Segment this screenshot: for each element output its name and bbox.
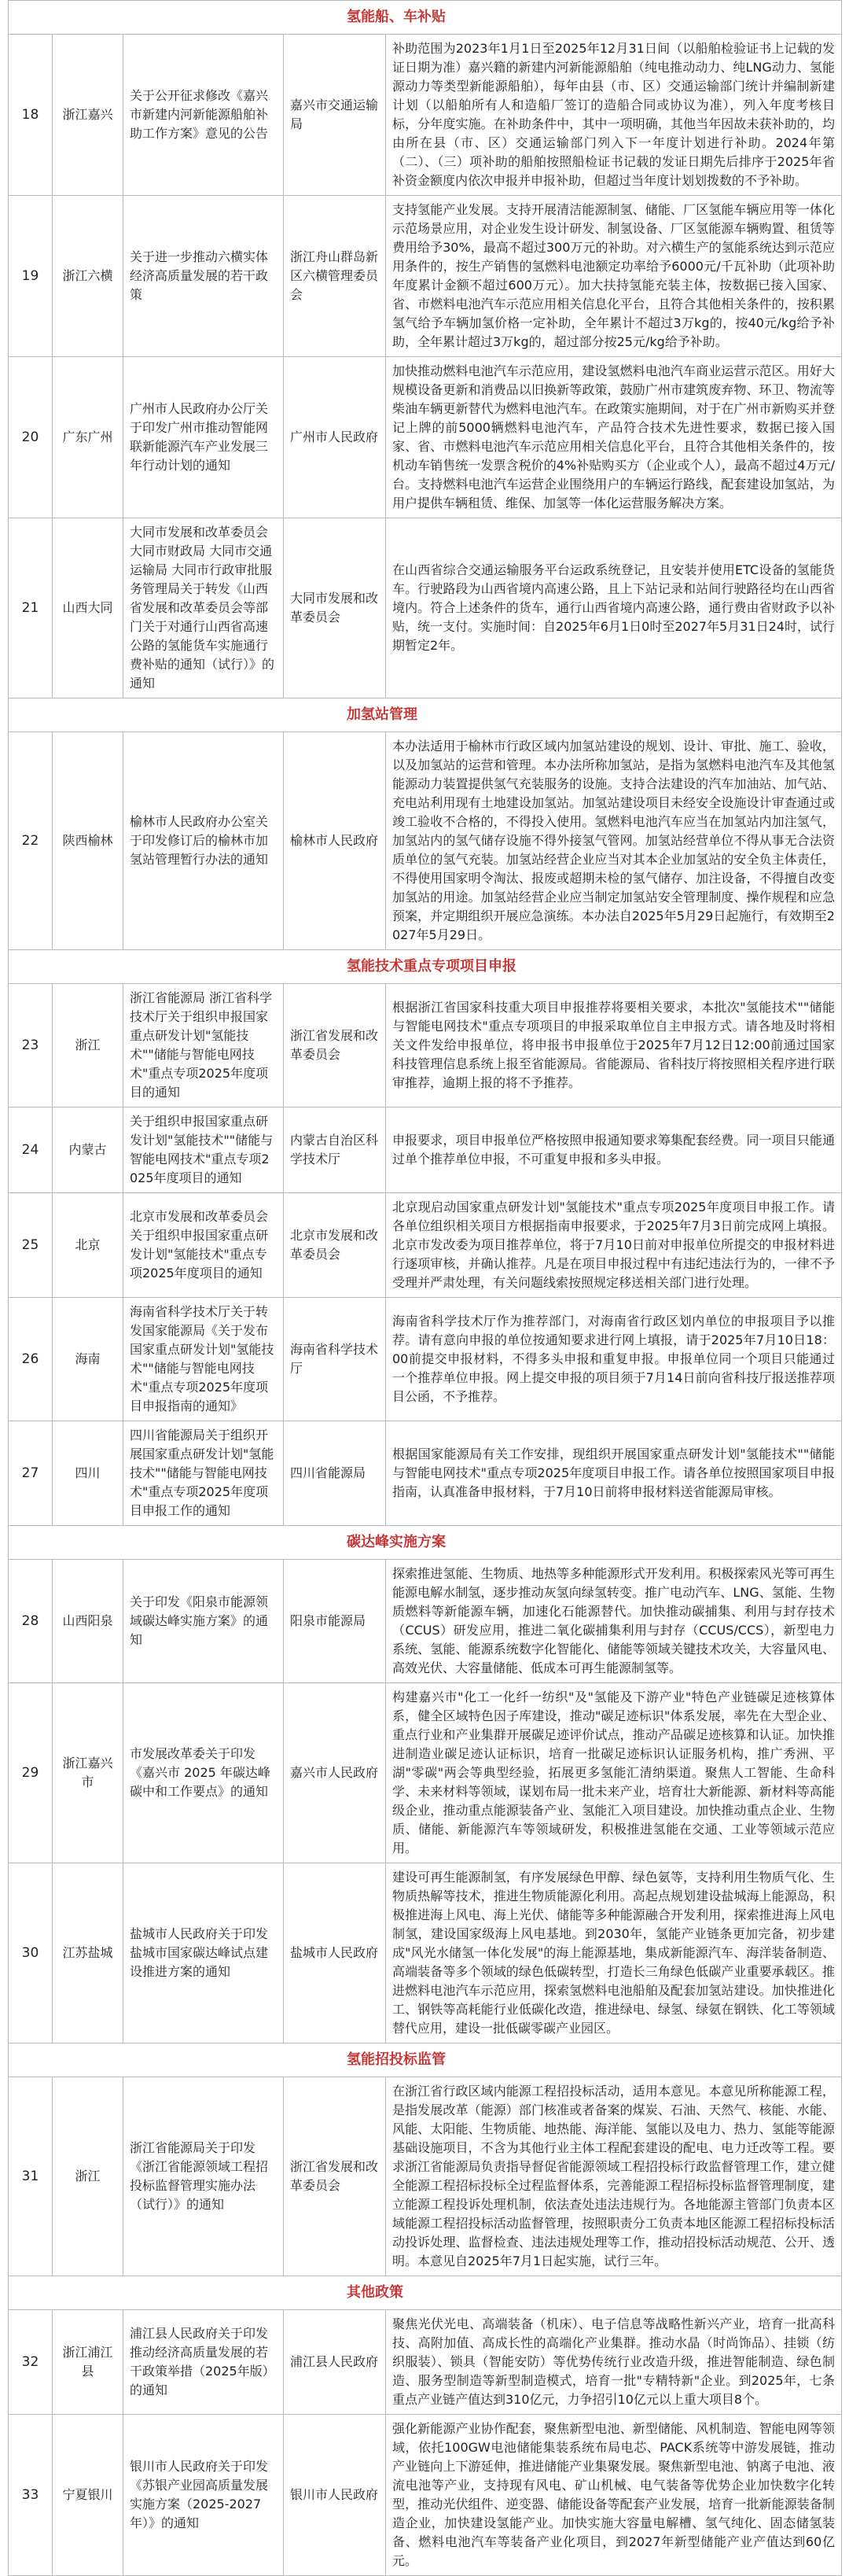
issuing-department-cell: 浙江省发展和改革委员会 (284, 984, 386, 1107)
table-row (9, 1107, 842, 1193)
section-title: 加氢站管理 (347, 706, 417, 723)
row-number: 24 (9, 1107, 53, 1193)
table-row (9, 984, 842, 1107)
section-title: 其他政策 (347, 2284, 403, 2301)
issuing-department-cell: 浙江舟山群岛新区六横管理委员会 (284, 196, 386, 357)
policy-content-cell: 在山西省综合交通运输服务平台运政系统登记，且安装并使用ETC设备的氢能货车。行驶路段为山西省境内高速公路，且上下站记录和站间行驶路径均在山西省境内。符合上述条件的货车，通行山西省境内高速公路，通行费由省财政予以补贴，统一支付。实施时间：自2025年6月1日0时至2027年5月31日24时，试行期暂定2年。 (386, 518, 842, 698)
issuing-department-cell: 银川市人民政府 (284, 2415, 386, 2576)
row-number: 22 (9, 732, 53, 950)
policy-content-cell: 加快推动燃料电池汽车示范应用，建设氢燃料电池汽车商业运营示范区。用好大规模设备更新和消费品以旧换新等政策，鼓励广州市建筑废弃物、环卫、物流等柴油车辆更新替代为燃料电池汽车。在政策实施期间，对于在广州市新购买并登记上牌的前5000辆燃料电池汽车，产品符合技术先进性要求，数据已接入国家、省、市燃料电池汽车示范应用相关信息化平台，且符合其他相关条件的，按机动车销售统一发票含税价的4%补贴购买方（企业或个人），最高不超过4万元/台。支持燃料电池汽车运营企业围绕用户的车辆运行路线，配套建设加氢站，为用户提供车辆租赁、维保、加氢等一体化运营服务解决方案。 (386, 357, 842, 518)
region-cell: 浙江嘉兴 (53, 35, 123, 196)
policy-content-cell: 海南省科学技术厅作为推荐部门，对海南省行政区划内单位的申报项目予以推荐。请有意向申报的单位按通知要求进行网上填报，请于2025年7月10日18：00前提交申报材料，不得多头申报和重复申报。申报单位同一个项目只能通过一个推荐单位申报。网上提交申报的项目须于7月14日前向省科技厅报送推荐项目公函，不予推荐。 (386, 1298, 842, 1421)
issuing-department-cell: 嘉兴市人民政府 (284, 1683, 386, 1863)
issuing-department-cell: 内蒙古自治区科学技术厅 (284, 1107, 386, 1193)
region-cell: 陕西榆林 (53, 732, 123, 950)
table-row (9, 732, 842, 950)
policy-title-cell: 大同市发展和改革委员会 大同市财政局 大同市交通运输局 大同市行政审批服务管理局关于转发《山西省发展和改革委员会等部门关于对通行山西省高速公路的氢能货车实施通行费补贴的通知（试行）》的通知 (123, 518, 284, 698)
policy-title-cell: 关于进一步推动六横实体经济高质量发展的若干政策 (123, 196, 284, 357)
region-cell: 广东广州 (53, 357, 123, 518)
policy-content-cell: 探索推进氢能、生物质、地热等多种能源形式开发利用。积极探索风光等可再生能源电解水制氢，逐步推动灰氢向绿氢转变。推广电动汽车、LNG、氢能、生物质燃料等新能源车辆，加速化石能源替代。加快推动碳捕集、利用与封存技术（CCUS）研发应用，推进二氧化碳捕集利用与封存（CCUS/CCS），新型电力系统、氢能、能源系统数字化智能化、储能等领域关键技术攻关，大容量风电、高效光伏、大容量储能、低成本可再生能源制氢等。 (386, 1560, 842, 1683)
policy-title-cell: 浙江省能源局关于印发《浙江省能源领域工程招投标监督管理实施办法（试行）》的通知 (123, 2077, 284, 2276)
table-row (9, 1298, 842, 1421)
region-cell: 内蒙古 (53, 1107, 123, 1193)
row-number: 30 (9, 1863, 53, 2043)
issuing-department-cell: 海南省科学技术厅 (284, 1298, 386, 1421)
region-cell: 海南 (53, 1298, 123, 1421)
section-title-cell (9, 698, 842, 732)
policy-content-cell: 强化新能源产业协作配套，聚焦新型电池、新型储能、风机制造、智能电网等领域，依托100GW电池储能集装系统布局电芯、PACK系统等中游发展链，推动产业链向上下游延伸，推进储能产业集聚发展。聚焦新型电池、钠离子电池、液流电池等产业，支持现有风电、矿山机械、电气装备等优势企业加快数字化转型，推动光伏组件、逆变器、储能设备等配套产业发展，培育一批新能源装备制造企业，加快建设氢能产业。加快实施大容量电解槽、氢气纯化、固态储氢装备、燃料电池汽车等装备产业化项目，到2027年新型储能产业产值达到60亿元。 (386, 2415, 842, 2576)
section-title-cell (9, 2276, 842, 2310)
row-number: 18 (9, 35, 53, 196)
row-number: 26 (9, 1298, 53, 1421)
section-title-cell (9, 1, 842, 35)
issuing-department-cell: 北京市发展和改革委员会 (284, 1193, 386, 1298)
row-number: 27 (9, 1421, 53, 1526)
row-number: 23 (9, 984, 53, 1107)
issuing-department-cell: 四川省能源局 (284, 1421, 386, 1526)
policy-content-cell: 建设可再生能源制氢，有序发展绿色甲醇、绿色氨等，支持利用生物质气化、生物质热解等技术，推进生物质能源化利用。高起点规划建设盐城海上能源岛，积极推进海上风电、海上光伏、储能等多种能源融合开发利用，探索推进海上风电制氢，建设国家级海上风电基地。到2030年，氢能产业链条更加完备，初步建成"风光水储氢一体化发展"的海上能源基地，集成新能源汽车、海洋装备制造、高端装备等多个领域的绿色低碳转型，打造长三角绿色低碳产业重要承载区。推进燃料电池汽车示范应用，探索氢燃料电池船舶及配套加氢站建设。加快推进化工、钢铁等高耗能行业低碳化改造，推进绿电、绿氢、绿氨在钢铁、化工等领域替代应用，建设一批低碳零碳产业园区。 (386, 1863, 842, 2043)
issuing-department-cell: 嘉兴市交通运输局 (284, 35, 386, 196)
row-number: 29 (9, 1683, 53, 1863)
section-header (9, 950, 842, 984)
table-row (9, 2310, 842, 2415)
issuing-department-cell: 大同市发展和改革委员会 (284, 518, 386, 698)
policy-title-cell: 海南省科学技术厅关于转发国家能源局《关于发布国家重点研发计划"氢能技术""储能与智能电网技术"重点专项2025年度项目申报指南的通知》 (123, 1298, 284, 1421)
row-number: 32 (9, 2310, 53, 2415)
row-number: 21 (9, 518, 53, 698)
table-row (9, 357, 842, 518)
table-row (9, 1193, 842, 1298)
section-title: 碳达峰实施方案 (347, 1534, 446, 1550)
policy-content-cell: 支持氢能产业发展。支持开展清洁能源制氢、储能、厂区氢能车辆应用等一体化示范场景应用，对企业发生设计研发、制氢设备、厂区氢能源车辆购置、租赁等费用给予30%，最高不超过300万元的补助。对六横生产的氢能系统达到示范应用条件的，按生产销售的氢燃料电池额定功率给予6000元/千瓦补助（此项补助年度累计金额不超过600万元）。加大扶持氢能充装主体，按数据已接入国家、省、市燃料电池汽车示范应用相关信息化平台，且符合其他相关条件的，按积累氢气给予车辆加氢价格一定补助，全年累计不超过3万kg的，按40元/kg给予补助，全年累计超过3万kg的，超过部分按25元/kg给予补助。 (386, 196, 842, 357)
row-number: 33 (9, 2415, 53, 2576)
section-header (9, 2043, 842, 2077)
policy-content-cell: 北京现启动国家重点研发计划"氢能技术"重点专项2025年度项目申报工作。请各单位组织相关项目方根据指南申报要求，于2025年7月3日前完成网上填报。北京市发改委为项目推荐单位，将于7月10日前对申报单位所提交的申报材料进行逐项审核，并确认推荐。凡是在项目申报过程中有违纪违法行为的，一律不予受理并严肃处理，有关问题线索按照规定移送相关部门进行处理。 (386, 1193, 842, 1298)
region-cell: 浙江六横 (53, 196, 123, 357)
policy-content-cell: 补助范围为2023年1月1日至2025年12月31日间（以船舶检验证书上记载的发证日期为准）嘉兴籍的新建内河新能源船舶（纯电推动动力、纯LNG动力、氢能源动力等类型新能源船舶），每年由县（市、区）交通运输部门统计并编制新建计划（以船舶所有人和造船厂签订的造船合同或协议为准），列入年度考核目标，分年度实施。在补助条件中，其中一项明确，其他当年因故未获补助的，均由所在县（市、区）交通运输部门列入下一年度计划进行补助。2024年第（二）、（三）项补助的船舶按照船检证书记载的发证日期先后排序于2025年省补资金额度内依次申报并申报补助，但超过当年度计划划拨数的不予补助。 (386, 35, 842, 196)
section-header (9, 2276, 842, 2310)
region-cell: 浙江 (53, 2077, 123, 2276)
row-number: 25 (9, 1193, 53, 1298)
table-row (9, 1560, 842, 1683)
table-row (9, 2415, 842, 2576)
table-row (9, 2077, 842, 2276)
region-cell: 江苏盐城 (53, 1863, 123, 2043)
policy-title-cell: 银川市人民政府关于印发《苏银产业园高质量发展实施方案（2025-2027年）》的通知 (123, 2415, 284, 2576)
policy-title-cell: 四川省能源局关于组织开展国家重点研发计划"氢能技术""储能与智能电网技术"重点专项2025年度项目申报工作的通知 (123, 1421, 284, 1526)
policy-title-cell: 浦江县人民政府关于印发推动经济高质量发展的若干政策举措（2025年版）的通知 (123, 2310, 284, 2415)
region-cell: 山西大同 (53, 518, 123, 698)
table-row (9, 196, 842, 357)
section-header (9, 1, 842, 35)
issuing-department-cell: 浦江县人民政府 (284, 2310, 386, 2415)
row-number: 20 (9, 357, 53, 518)
region-cell: 山西阳泉 (53, 1560, 123, 1683)
policy-title-cell: 广州市人民政府办公厅关于印发广州市推动智能网联新能源汽车产业发展三年行动计划的通知 (123, 357, 284, 518)
region-cell: 浙江 (53, 984, 123, 1107)
region-cell: 浙江浦江县 (53, 2310, 123, 2415)
policy-title-cell: 关于公开征求修改《嘉兴市新建内河新能源船舶补助工作方案》意见的公告 (123, 35, 284, 196)
row-number: 28 (9, 1560, 53, 1683)
region-cell: 浙江嘉兴市 (53, 1683, 123, 1863)
table-row (9, 1421, 842, 1526)
table-row (9, 518, 842, 698)
policy-content-cell: 聚焦光伏光电、高端装备（机床）、电子信息等战略性新兴产业，培育一批高科技、高附加值、高成长性的高端化产业集群。推动水晶（时尚饰品）、挂锁（纺织服装）、锁具（智能安防）等优势传统行业改造升级，推进智能制造、绿色制造、服务型制造等新型制造模式，培育一批"专精特新"企业。到2025年，七条重点产业链产值达到310亿元，力争招引10亿元以上重大项目8个。 (386, 2310, 842, 2415)
issuing-department-cell: 阳泉市能源局 (284, 1560, 386, 1683)
policy-content-cell: 在浙江省行政区域内能源工程招投标活动，适用本意见。本意见所称能源工程，是指发展改革（能源）部门核准或者备案的煤炭、石油、天然气、核能、水能、风能、太阳能、生物质能、地热能、海洋能、氢能以及电力、热力、氢能等能源基础设施项目，不含为其他行业主体工程配套建设的配电、电力迁改等工程。要求浙江省能源局负责指导督促省能源领域工程招投标行政监督管理工作，建立健全能源工程招标投标全过程监督体系，完善能源工程招标投标监督管理制度，建立能源工程投诉处理机制，依法查处违法违规行为。各地能源主管部门负责本区域能源工程招投标活动监督管理，按照职责分工负责本地区能源工程招标投标活动投诉处理、监督检查、违法违规处理等工作，推动招投标活动规范、公开、透明。本意见自2025年7月1日起实施，试行三年。 (386, 2077, 842, 2276)
issuing-department-cell: 广州市人民政府 (284, 357, 386, 518)
table-row (9, 1863, 842, 2043)
policy-title-cell: 关于印发《阳泉市能源领域碳达峰实施方案》的通知 (123, 1560, 284, 1683)
table-row (9, 35, 842, 196)
policy-table-body (9, 1, 842, 2576)
section-header (9, 698, 842, 732)
table-row (9, 1683, 842, 1863)
section-title: 氢能船、车补贴 (347, 9, 446, 25)
policy-title-cell: 浙江省能源局 浙江省科学技术厅关于组织申报国家重点研发计划"氢能技术""储能与智能电网技术"重点专项2025年度项目的通知 (123, 984, 284, 1107)
region-cell: 宁夏银川 (53, 2415, 123, 2576)
row-number: 19 (9, 196, 53, 357)
policy-content-cell: 构建嘉兴市"化工一化纤一纺织"及"氢能及下游产业"特色产业链碳足迹核算体系，健全区域特色因子库建设，推动"碳足迹标识"体系发展，率先在大型企业、重点行业和产业集群开展碳足迹评价试点，推动产品碳足迹核算和认证。加快推进制造业碳足迹认证标识，培育一批碳足迹标识认证服务机构，推广秀洲、平湖"零碳"两会等典型经验，拓展更多氢能汇清纳渠道。聚焦人工智能、生命科学、未来材料等领域，谋划布局一批未来产业，培育壮大新能源、新材料等高能级企业，推动重点能源装备产业、氢能汇入项目建设。加快推动重点企业、生物质、储能、新能源汽车等领域研发，积极推进氢能在交通、工业等领域示范应用。 (386, 1683, 842, 1863)
section-title-cell (9, 1526, 842, 1560)
policy-content-cell: 申报要求，项目申报单位严格按照申报通知要求筹集配套经费。同一项目只能通过单个推荐单位申报，不可重复申报和多头申报。 (386, 1107, 842, 1193)
region-cell: 北京 (53, 1193, 123, 1298)
policy-content-cell: 根据国家能源局有关工作安排，现组织开展国家重点研发计划"氢能技术""储能与智能电网技术"重点专项2025年度项目申报工作。请各单位按照国家项目申报指南，认真准备申报材料，于7月10日前将申报材料送省能源局审核。 (386, 1421, 842, 1526)
region-cell: 四川 (53, 1421, 123, 1526)
policy-title-cell: 北京市发展和改革委员会关于组织申报国家重点研发计划"氢能技术"重点专项2025年度项目的通知 (123, 1193, 284, 1298)
policy-content-cell: 本办法适用于榆林市行政区域内加氢站建设的规划、设计、审批、施工、验收，以及加氢站的运营和管理。本办法所称加氢站，是指为氢燃料电池汽车及其他氢能源动力装置提供氢气充装服务的设施。支持合法建设的汽车加油站、加气站、充电站利用现有土地建设加氢站。加氢站建设项目未经安全设施设计审查通过或竣工验收不合格的，不得投入使用。氢燃料电池汽车应当在加氢站内加注氢气，加氢站内的氢气储存设施不得外接氢气管网。加氢站经营单位不得从事无合法资质单位的氢气充装。加氢站经营企业应当对其本企业加氢站的安全负主体责任，不得使用国家明令淘汰、报废或超期未检的氢气储存、加注设备，不得擅自改变加氢站的用途。加氢站经营企业应当制定加氢站安全管理制度、操作规程和应急预案，并定期组织开展应急演练。本办法自2025年5月29日起施行，有效期至2027年5月29日。 (386, 732, 842, 950)
issuing-department-cell: 榆林市人民政府 (284, 732, 386, 950)
section-title: 氢能招投标监管 (347, 2051, 446, 2068)
policy-title-cell: 榆林市人民政府办公室关于印发修订后的榆林市加氢站管理暂行办法的通知 (123, 732, 284, 950)
policy-title-cell: 关于组织申报国家重点研发计划"氢能技术""储能与智能电网技术"重点专项2025年度项目的通知 (123, 1107, 284, 1193)
policy-content-cell: 根据浙江省国家科技重大项目申报推荐将要相关要求，本批次"氢能技术""储能与智能电网技术"重点专项项目的申报采取单位自主申报方式。请各地及时将相关文件发给申报单位，将申报书申报单位于2025年7月12日12:00前通过国家科技管理信息系统上报至省能源局。省能源局、省科技厅将按照相关程序进行联审推荐，逾期上报的将不予推荐。 (386, 984, 842, 1107)
section-title-cell (9, 950, 842, 984)
section-title: 氢能技术重点专项项目申报 (347, 958, 516, 975)
policy-table (8, 0, 842, 2576)
policy-title-cell: 市发展改革委关于印发《嘉兴市 2025 年碳达峰碳中和工作要点》的通知 (123, 1683, 284, 1863)
section-title-cell (9, 2043, 842, 2077)
section-header (9, 1526, 842, 1560)
issuing-department-cell: 浙江省发展和改革委员会 (284, 2077, 386, 2276)
row-number: 31 (9, 2077, 53, 2276)
issuing-department-cell: 盐城市人民政府 (284, 1863, 386, 2043)
policy-title-cell: 盐城市人民政府关于印发盐城市国家碳达峰试点建设推进方案的通知 (123, 1863, 284, 2043)
